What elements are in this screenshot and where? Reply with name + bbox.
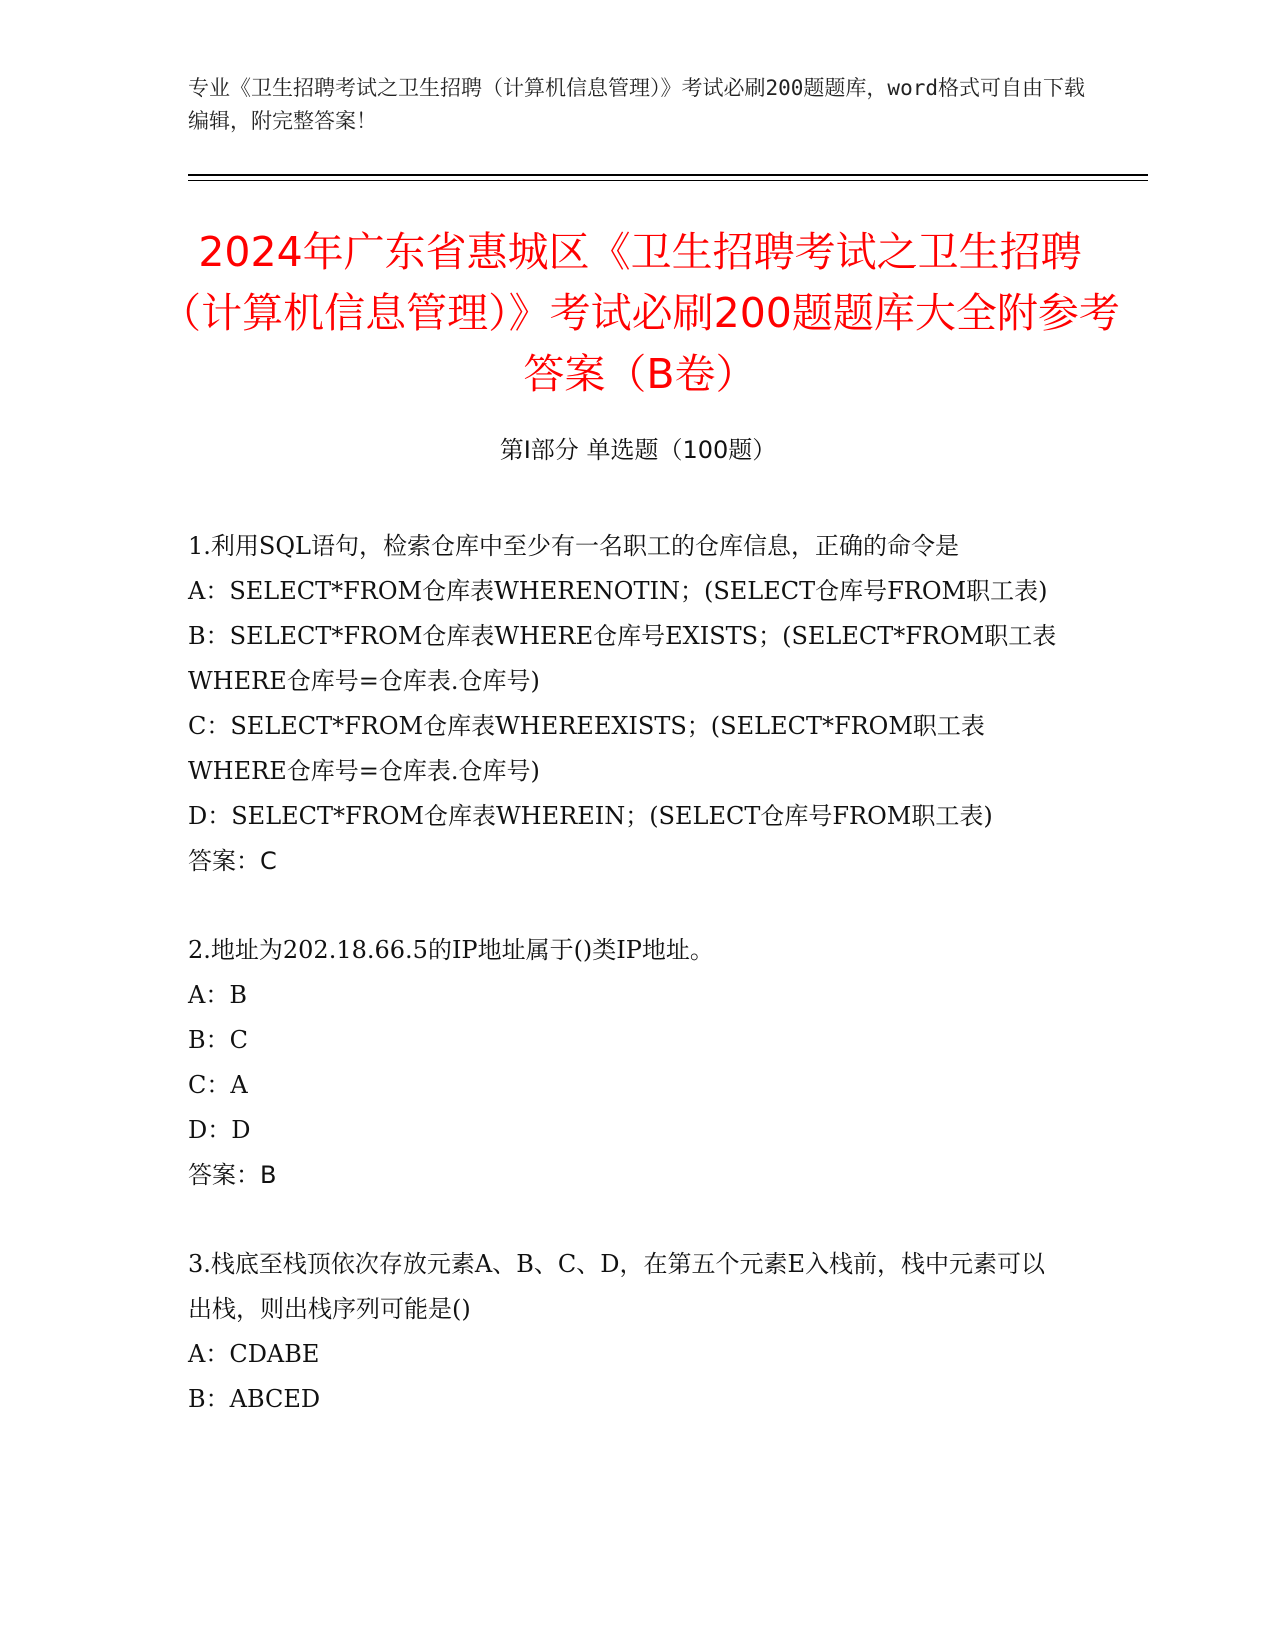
option-a: A：B — [188, 981, 247, 1009]
section-heading: 第Ⅰ部分 单选题（100题） — [499, 436, 777, 464]
question-2 — [188, 928, 1068, 1198]
option-c: C：SELECT*FROM仓库表WHEREEXISTS；(SELECT*FROM职工表WHERE仓库号=仓库表.仓库号) — [188, 712, 985, 785]
option-b: B：C — [188, 1026, 248, 1054]
option-b: B：ABCED — [188, 1385, 321, 1413]
question-3 — [188, 1242, 1068, 1422]
answer: 答案：C — [188, 847, 277, 875]
question-stem: 1.利用SQL语句，检索仓库中至少有一名职工的仓库信息，正确的命令是 — [188, 532, 959, 560]
question-stem: 3.栈底至栈顶依次存放元素A、B、C、D，在第五个元素E入栈前，栈中元素可以出栈，则出栈序列可能是() — [188, 1250, 1045, 1323]
option-d: D：SELECT*FROM仓库表WHEREIN；(SELECT仓库号FROM职工表) — [188, 802, 993, 830]
option-c: C：A — [188, 1071, 248, 1099]
option-a: A：CDABE — [188, 1340, 320, 1368]
header-note: 专业《卫生招聘考试之卫生招聘（计算机信息管理）》考试必刷200题题库，word格式可自由下载编辑，附完整答案！ — [188, 76, 1085, 133]
option-b: B：SELECT*FROM仓库表WHERE仓库号EXISTS；(SELECT*FROM职工表WHERE仓库号=仓库表.仓库号) — [188, 622, 1057, 695]
question-stem: 2.地址为202.18.66.5的IP地址属于()类IP地址。 — [188, 936, 714, 964]
question-1 — [188, 524, 1068, 884]
option-a: A：SELECT*FROM仓库表WHERENOTIN；(SELECT仓库号FROM职工表) — [188, 577, 1048, 605]
answer: 答案：B — [188, 1161, 277, 1189]
header-divider-thin — [188, 180, 1148, 181]
header-divider-thick — [188, 174, 1148, 176]
question-list — [188, 524, 1068, 1466]
option-d: D：D — [188, 1116, 251, 1144]
document-title: 2024年广东省惠城区《卫生招聘考试之卫生招聘（计算机信息管理）》考试必刷200题题库大全附参考答案（B卷） — [160, 228, 1120, 398]
